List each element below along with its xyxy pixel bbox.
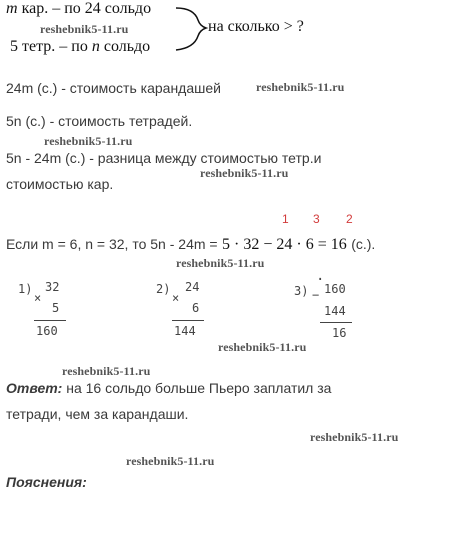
equation-expression: 5 · 32 − 24 · 6 = 16 — [222, 236, 347, 253]
order-mark-2: 3 — [313, 212, 320, 226]
minus-icon: − — [312, 288, 320, 302]
calc-1-top: 32 — [45, 280, 60, 294]
question-text: на сколько > ? — [208, 18, 304, 35]
header-line-1-text: кар. – по 24 сольдо — [17, 0, 152, 17]
step-2: 5n (с.) - стоимость тетрадей. — [6, 113, 193, 129]
multiply-icon: × — [34, 291, 42, 305]
header-line-2 — [10, 38, 150, 56]
step-3-line-2: стоимостью кар. — [6, 176, 114, 192]
calc-3-result: 16 — [332, 326, 347, 340]
watermark: reshebnik5-11.ru — [176, 256, 265, 270]
multiply-icon: × — [172, 291, 180, 305]
calc-1-label: 1) — [18, 282, 33, 296]
equation-suffix: (с.). — [351, 236, 376, 252]
var-m: m — [6, 0, 18, 17]
explanations-heading: Пояснения: — [6, 474, 87, 490]
watermark: reshebnik5-11.ru — [40, 22, 129, 36]
answer-label: Ответ: — [6, 380, 63, 396]
calc-3-bottom: 144 — [324, 304, 346, 318]
calc-2-top: 24 — [185, 280, 200, 294]
equation-prefix: Если m = 6, n = 32, то 5n - 24m = — [6, 236, 218, 252]
calc-1-line — [34, 320, 66, 321]
step-1: 24m (с.) - стоимость карандашей — [6, 80, 221, 96]
answer-line-1 — [6, 380, 331, 396]
header-line-2-end: сольдо — [99, 38, 151, 55]
watermark: reshebnik5-11.ru — [200, 166, 289, 180]
calc-1-bottom: 5 — [52, 301, 60, 315]
header-line-2-start: 5 тетр. – по — [10, 38, 92, 55]
watermark: reshebnik5-11.ru — [310, 430, 399, 444]
calc-3-top: 160 — [324, 282, 346, 296]
calc-2-label: 2) — [156, 282, 171, 296]
carry-dot-icon: · — [316, 272, 325, 288]
equation-line — [6, 236, 375, 254]
answer-text-1: на 16 сольдо больше Пьеро заплатил за — [66, 380, 332, 396]
brace-icon — [172, 2, 212, 56]
watermark: reshebnik5-11.ru — [44, 134, 133, 148]
header-line-1 — [6, 0, 151, 18]
step-3-line-1: 5n - 24m (с.) - разница между стоимостью тетр.и — [6, 150, 322, 166]
calc-1-result: 160 — [36, 324, 58, 338]
calc-2-result: 144 — [174, 324, 196, 338]
calc-2-line — [172, 320, 204, 321]
calc-2-bottom: 6 — [192, 301, 200, 315]
answer-line-2: тетради, чем за карандаши. — [6, 406, 189, 422]
watermark: reshebnik5-11.ru — [256, 80, 345, 94]
calc-3-line — [320, 322, 352, 323]
watermark: reshebnik5-11.ru — [218, 340, 307, 354]
order-mark-1: 1 — [282, 212, 289, 226]
var-n: n — [91, 38, 100, 55]
watermark: reshebnik5-11.ru — [126, 454, 215, 468]
order-mark-3: 2 — [346, 212, 353, 226]
calc-3-label: 3) — [294, 284, 309, 298]
watermark: reshebnik5-11.ru — [62, 364, 151, 378]
